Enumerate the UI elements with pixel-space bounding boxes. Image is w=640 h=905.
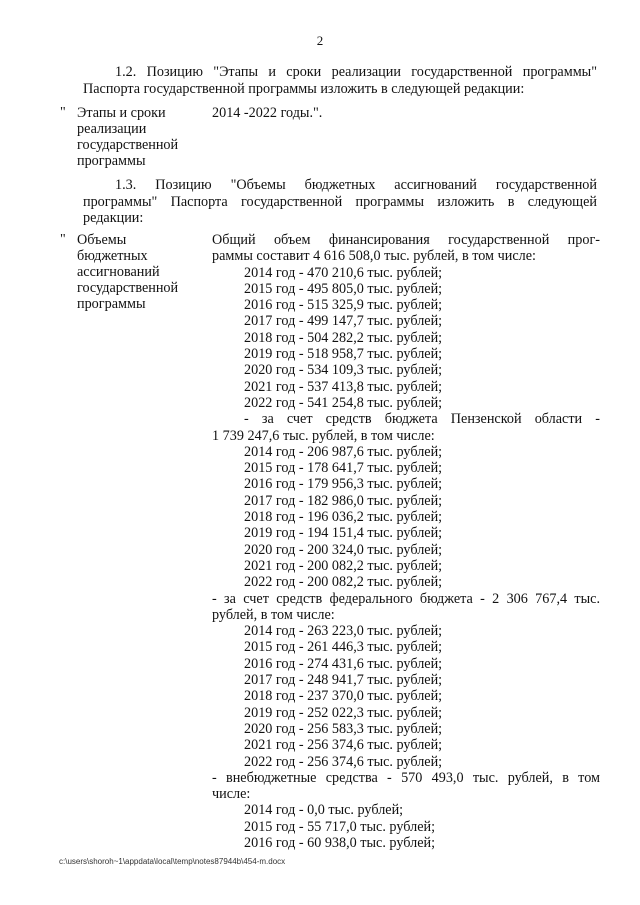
regional-budget-line-1: - за счет средств бюджета Пензенской области -	[244, 411, 600, 428]
label-line: Объемы	[77, 232, 127, 248]
label-line: бюджетных	[77, 248, 148, 264]
federal-budget-line-1: - за счет средств федерального бюджета - 2 306 767,4 тыс.	[212, 590, 600, 607]
total-year-row: 2016 год - 515 325,9 тыс. рублей;	[244, 297, 443, 314]
section-1-2-line-1: 1.2. Позицию "Этапы и сроки реализации государственной программы"	[115, 64, 597, 80]
regional-year-row: 2016 год - 179 956,3 тыс. рублей;	[244, 476, 443, 493]
off-budget-year-row: 2015 год - 55 717,0 тыс. рублей;	[244, 818, 436, 835]
page-number: 2	[316, 33, 324, 48]
federal-year-row: 2014 год - 263 223,0 тыс. рублей;	[244, 623, 443, 640]
federal-year-row: 2020 год - 256 583,3 тыс. рублей;	[244, 720, 443, 737]
section-1-3-label	[77, 232, 202, 312]
opening-quote-1-3: "	[60, 232, 66, 247]
off-budget-line-1: - внебюджетные средства - 570 493,0 тыс. рублей, в том	[212, 769, 600, 786]
total-funding-line-1: Общий объем финансирования государственной прог-	[212, 232, 600, 248]
regional-year-row: 2019 год - 194 151,4 тыс. рублей;	[244, 525, 443, 542]
regional-year-row: 2018 год - 196 036,2 тыс. рублей;	[244, 509, 443, 526]
label-line: ассигнований	[77, 264, 160, 280]
section-1-2-label	[77, 105, 202, 169]
section-1-3-line-2: программы" Паспорта государственной программы изложить в следующей	[83, 193, 597, 210]
federal-budget-line-2: рублей, в том числе:	[212, 606, 335, 623]
total-year-row: 2017 год - 499 147,7 тыс. рублей;	[244, 313, 443, 330]
federal-year-row: 2016 год - 274 431,6 тыс. рублей;	[244, 655, 443, 672]
federal-year-row: 2022 год - 256 374,6 тыс. рублей;	[244, 753, 443, 770]
total-year-row: 2019 год - 518 958,7 тыс. рублей;	[244, 346, 443, 363]
federal-year-row: 2015 год - 261 446,3 тыс. рублей;	[244, 639, 443, 656]
total-year-row: 2018 год - 504 282,2 тыс. рублей;	[244, 329, 443, 346]
label-line: Этапы и сроки	[77, 105, 166, 121]
funding-details	[212, 232, 600, 851]
regional-year-row: 2021 год - 200 082,2 тыс. рублей;	[244, 557, 443, 574]
total-year-row: 2022 год - 541 254,8 тыс. рублей;	[244, 394, 443, 411]
federal-year-row: 2021 год - 256 374,6 тыс. рублей;	[244, 737, 443, 754]
file-path-footer: c:\users\shoroh~1\appdata\local\temp\notes87944b\454-m.docx	[59, 857, 286, 866]
section-1-2-value	[212, 105, 600, 121]
section-1-2-line-2: Паспорта государственной программы изложить в следующей редакции:	[83, 80, 525, 97]
total-year-row: 2020 год - 534 109,3 тыс. рублей;	[244, 362, 443, 379]
section-1-3-intro	[83, 177, 597, 227]
label-line: реализации	[77, 121, 147, 137]
total-year-row: 2021 год - 537 413,8 тыс. рублей;	[244, 378, 443, 395]
regional-year-row: 2022 год - 200 082,2 тыс. рублей;	[244, 574, 443, 591]
regional-year-row: 2015 год - 178 641,7 тыс. рублей;	[244, 460, 443, 477]
federal-year-row: 2019 год - 252 022,3 тыс. рублей;	[244, 704, 443, 721]
total-year-row: 2014 год - 470 210,6 тыс. рублей;	[244, 264, 443, 281]
regional-year-row: 2020 год - 200 324,0 тыс. рублей;	[244, 541, 443, 558]
section-1-3-line-1: 1.3. Позицию "Объемы бюджетных ассигнований государственной	[115, 177, 597, 193]
regional-year-row: 2014 год - 206 987,6 тыс. рублей;	[244, 443, 443, 460]
federal-year-row: 2017 год - 248 941,7 тыс. рублей;	[244, 672, 443, 689]
off-budget-year-row: 2014 год - 0,0 тыс. рублей;	[244, 802, 404, 819]
label-line: государственной	[77, 137, 179, 153]
off-budget-year-row: 2016 год - 60 938,0 тыс. рублей;	[244, 834, 436, 851]
total-year-row: 2015 год - 495 805,0 тыс. рублей;	[244, 280, 443, 297]
total-funding-line-2: раммы составит 4 616 508,0 тыс. рублей, в том числе:	[212, 248, 536, 265]
section-1-3-line-3: редакции:	[83, 210, 144, 226]
off-budget-line-2: числе:	[212, 786, 251, 803]
regional-year-row: 2017 год - 182 986,0 тыс. рублей;	[244, 492, 443, 509]
federal-year-row: 2018 год - 237 370,0 тыс. рублей;	[244, 688, 443, 705]
regional-budget-line-2: 1 739 247,6 тыс. рублей, в том числе:	[212, 427, 435, 444]
label-line: государственной	[77, 280, 179, 296]
period-value: 2014 -2022 годы.".	[212, 105, 323, 121]
section-1-2-intro	[83, 64, 597, 97]
opening-quote-1-2: "	[60, 105, 66, 120]
label-line: программы	[77, 296, 146, 312]
label-line: программы	[77, 153, 146, 169]
